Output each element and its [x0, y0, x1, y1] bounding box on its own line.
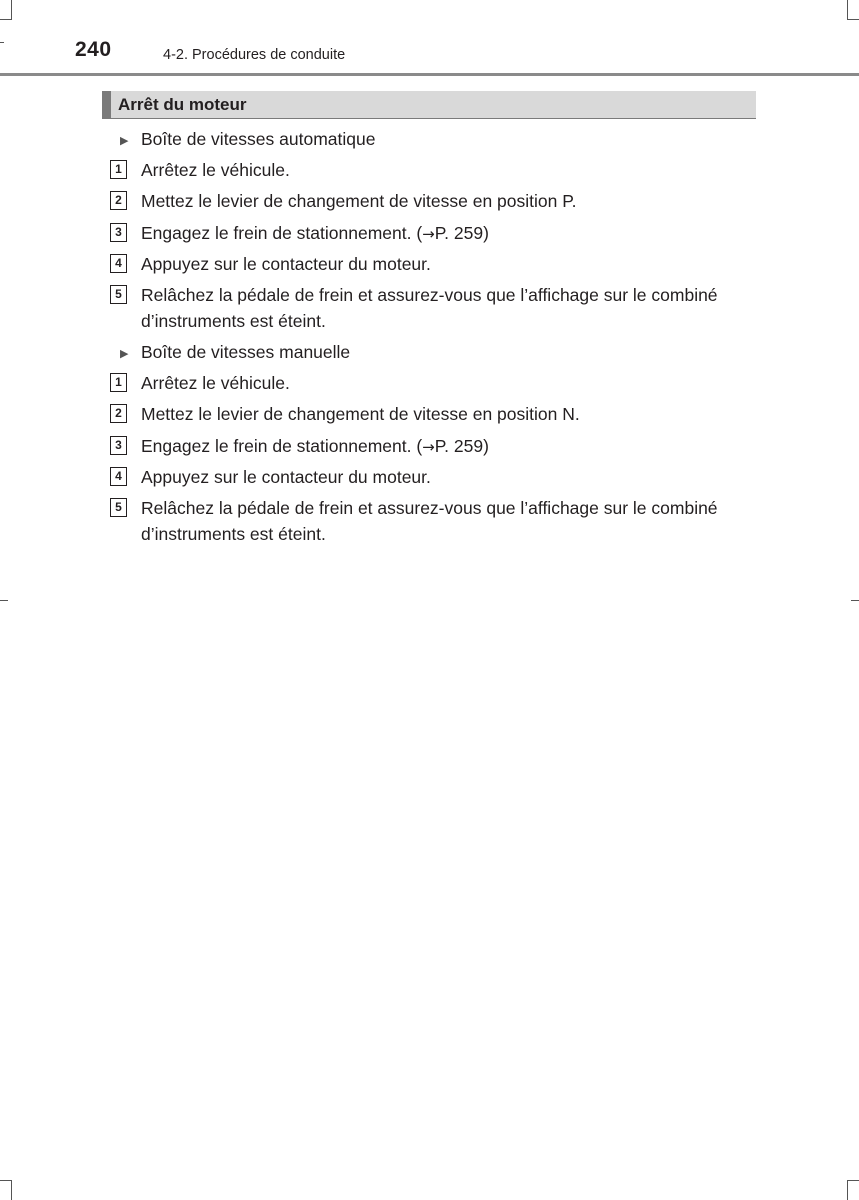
header-rule: [0, 73, 859, 76]
section-heading-bar: [102, 91, 756, 119]
step-text-before: Engagez le frein de stationnement. (: [141, 436, 423, 456]
step-number: 1: [110, 373, 127, 392]
step-number: 1: [110, 160, 127, 179]
crop-mark-bottom-right-v: [847, 1180, 848, 1200]
step-number: 5: [110, 498, 127, 517]
section-title: Arrêt du moteur: [118, 95, 247, 114]
step-number: 2: [110, 191, 127, 210]
step-text: [141, 220, 761, 247]
crop-mark-top-left-h: [0, 19, 12, 20]
subheading-label: Boîte de vitesses manuelle: [141, 342, 351, 362]
crop-mark-bottom-left-v: [11, 1180, 12, 1200]
step-number: 3: [110, 223, 127, 242]
step-text-line2: d’instruments est éteint.: [141, 524, 326, 544]
step-text: Appuyez sur le contacteur du moteur.: [141, 254, 431, 274]
crop-mark-bottom-left-h: [0, 1180, 12, 1181]
step-number: 5: [110, 285, 127, 304]
step-text: [141, 495, 761, 547]
arrow-right-icon: →: [422, 438, 435, 456]
crop-mark-bottom-right-h: [847, 1180, 859, 1181]
step-text: Mettez le levier de changement de vitesse en position N.: [141, 404, 580, 424]
subheading-label: Boîte de vitesses automatique: [141, 129, 376, 149]
crop-mark-top-center: [0, 42, 4, 43]
step-number: 2: [110, 404, 127, 423]
chapter-title: 4-2. Procédures de conduite: [163, 47, 346, 63]
page-reference-link[interactable]: P. 259): [434, 436, 489, 456]
step-text-line1: Relâchez la pédale de frein et assurez-vous que l’affichage sur le combiné: [141, 498, 718, 518]
step-text: [141, 433, 761, 460]
step-text: Mettez le levier de changement de vitesse en position P.: [141, 191, 577, 211]
step-text: Appuyez sur le contacteur du moteur.: [141, 467, 431, 487]
page-reference-link[interactable]: P. 259): [434, 223, 489, 243]
step-number: 3: [110, 436, 127, 455]
step-text-line2: d’instruments est éteint.: [141, 311, 326, 331]
triangle-right-icon: ▶: [120, 135, 129, 147]
crop-mark-top-right-v: [847, 0, 848, 20]
step-text: Arrêtez le véhicule.: [141, 373, 290, 393]
step-text: [141, 282, 761, 334]
step-number: 4: [110, 254, 127, 273]
crop-mark-top-right-h: [847, 19, 859, 20]
crop-mark-mid-left: [0, 600, 8, 601]
step-text: Arrêtez le véhicule.: [141, 160, 290, 180]
crop-mark-top-left-v: [11, 0, 12, 20]
crop-mark-mid-right: [851, 600, 859, 601]
arrow-right-icon: →: [422, 225, 435, 243]
step-number: 4: [110, 467, 127, 486]
step-text-line1: Relâchez la pédale de frein et assurez-vous que l’affichage sur le combiné: [141, 285, 718, 305]
triangle-right-icon: ▶: [120, 348, 129, 360]
page-number: 240: [75, 38, 112, 61]
step-text-before: Engagez le frein de stationnement. (: [141, 223, 423, 243]
